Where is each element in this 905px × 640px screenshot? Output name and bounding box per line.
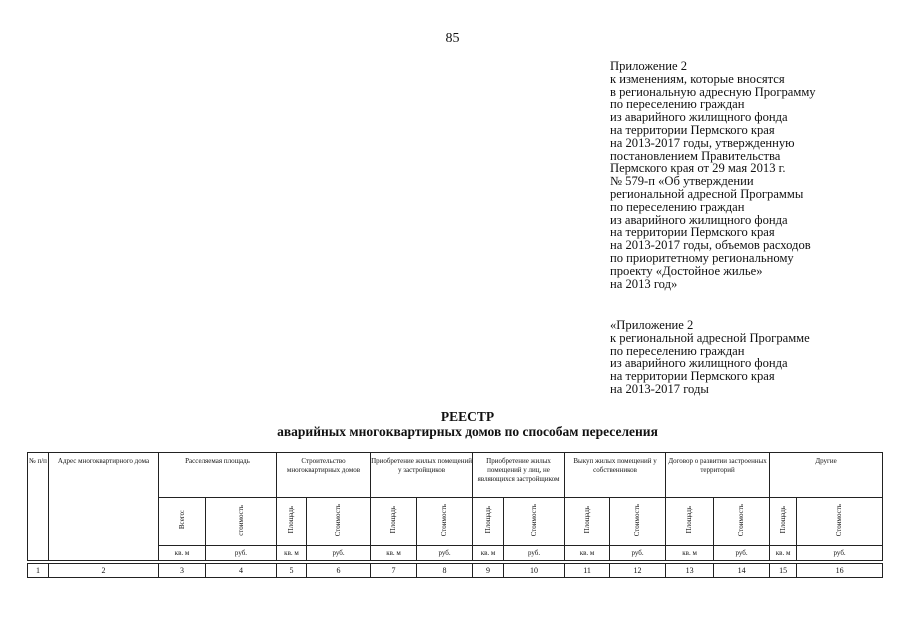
column-number-cell: 10: [504, 564, 565, 578]
column-number-cell: 14: [714, 564, 770, 578]
sub-header-label: Всего:: [177, 510, 186, 530]
unit-cell: руб.: [797, 546, 883, 561]
registry-table: [27, 452, 883, 578]
column-number-cell: 4: [206, 564, 277, 578]
unit-cell: руб.: [610, 546, 666, 561]
annex-note: [610, 60, 816, 290]
sub-header-label: Стоимость: [529, 503, 538, 537]
unit-cell: кв. м: [371, 546, 417, 561]
registry-subtitle: аварийных многоквартирных домов по способам переселения: [277, 424, 658, 439]
unit-cell: руб.: [307, 546, 371, 561]
group-header: Договор о развитии застроенных территорий: [666, 453, 770, 498]
sub-header-label: Площадь: [389, 506, 398, 534]
annex-line: региональной адресной Программы: [610, 186, 804, 201]
annex-line: № 579-п «Об утверждении: [610, 174, 754, 189]
sub-header: [770, 498, 797, 546]
sub-header: [473, 498, 504, 546]
sub-header-label: стоимость: [236, 504, 245, 536]
annex-line: на территории Пермского края: [610, 225, 775, 240]
annex-line: в региональную адресную Программу: [610, 84, 816, 99]
registry-title: РЕЕСТР: [440, 409, 495, 424]
column-number-cell: 5: [277, 564, 307, 578]
annex-line: проекту «Достойное жилье»: [610, 263, 763, 278]
annex-line: к изменениям, которые вносятся: [610, 71, 785, 86]
sub-header-label: Площадь: [287, 506, 295, 534]
column-number-cell: 13: [666, 564, 714, 578]
sub-header: [417, 498, 473, 546]
column-number-cell: 7: [371, 564, 417, 578]
sub-header: [610, 498, 666, 546]
group-header: Расселяемая площадь: [159, 453, 277, 498]
unit-cell: руб.: [417, 546, 473, 561]
sub-header-label: Площадь: [582, 506, 591, 534]
annex-line: Пермского края от 29 мая 2013 г.: [610, 161, 786, 176]
annex-line: постановлением Правительства: [610, 148, 781, 163]
sub-header: [504, 498, 565, 546]
sub-header: [797, 498, 883, 546]
unit-cell: кв. м: [277, 546, 307, 561]
column-number-cell: 2: [49, 564, 159, 578]
annex-line: «Приложение 2: [610, 318, 694, 332]
group-header: Строительство многоквартирных домов: [277, 453, 371, 498]
annex-line: по переселению граждан: [610, 97, 745, 112]
unit-cell: руб.: [714, 546, 770, 561]
annex-line: из аварийного жилищного фонда: [610, 212, 788, 227]
annex-line: по приоритетному региональному: [610, 250, 794, 265]
sub-header-label: Стоимость: [737, 503, 746, 537]
col-header-number: № п/п: [28, 453, 49, 561]
column-number-cell: 11: [565, 564, 610, 578]
unit-cell: кв. м: [565, 546, 610, 561]
annex-line: по переселению граждан: [610, 343, 745, 358]
annex-line: на 2013-2017 годы: [610, 381, 709, 396]
group-header: Приобретение жилых помещений у лиц, не являющихся застройщиком: [473, 453, 565, 498]
column-number-cell: 1: [28, 564, 49, 578]
sub-header: [565, 498, 610, 546]
sub-header: [159, 498, 206, 546]
sub-header-label: Площадь: [483, 506, 492, 534]
column-number-cell: 16: [797, 564, 883, 578]
column-number-cell: 6: [307, 564, 371, 578]
sub-header: [714, 498, 770, 546]
group-header: Приобретение жилых помещений у застройщиков: [371, 453, 473, 498]
unit-cell: руб.: [206, 546, 277, 561]
annex-line: на территории Пермского края: [610, 369, 775, 384]
sub-header: [371, 498, 417, 546]
unit-cell: кв. м: [770, 546, 797, 561]
annex-reference: [610, 319, 810, 396]
sub-header: [206, 498, 277, 546]
column-number-cell: 15: [770, 564, 797, 578]
annex-line: на 2013 год»: [610, 276, 678, 291]
unit-cell: кв. м: [666, 546, 714, 561]
column-number-cell: 3: [159, 564, 206, 578]
annex-line: Приложение 2: [610, 59, 688, 73]
annex-line: на 2013-2017 годы, утвержденную: [610, 135, 795, 150]
sub-header-label: Площадь: [685, 506, 694, 534]
sub-header-label: Площадь: [778, 506, 787, 534]
group-header: Другие: [770, 453, 883, 498]
annex-line: из аварийного жилищного фонда: [610, 110, 788, 125]
sub-header: [277, 498, 307, 546]
column-number-cell: 9: [473, 564, 504, 578]
annex-line: на 2013-2017 годы, объемов расходов: [610, 238, 811, 253]
col-header-address: Адрес многоквартирного дома: [49, 453, 159, 561]
annex-line: из аварийного жилищного фонда: [610, 356, 788, 371]
column-number-cell: 12: [610, 564, 666, 578]
group-header: Выкуп жилых помещений у собственников: [565, 453, 666, 498]
column-number-cell: 8: [417, 564, 473, 578]
sub-header-label: Стоимость: [835, 503, 844, 537]
unit-cell: кв. м: [473, 546, 504, 561]
sub-header: [307, 498, 371, 546]
sub-header-label: Стоимость: [633, 503, 642, 537]
annex-line: по переселению граждан: [610, 199, 745, 214]
sub-header-label: Стоимость: [334, 503, 342, 537]
annex-line: на территории Пермского края: [610, 122, 775, 137]
sub-header-label: Стоимость: [440, 503, 449, 537]
page-number: 85: [445, 31, 460, 46]
sub-header: [666, 498, 714, 546]
unit-cell: руб.: [504, 546, 565, 561]
unit-cell: кв. м: [159, 546, 206, 561]
annex-line: к региональной адресной Программе: [610, 330, 810, 345]
